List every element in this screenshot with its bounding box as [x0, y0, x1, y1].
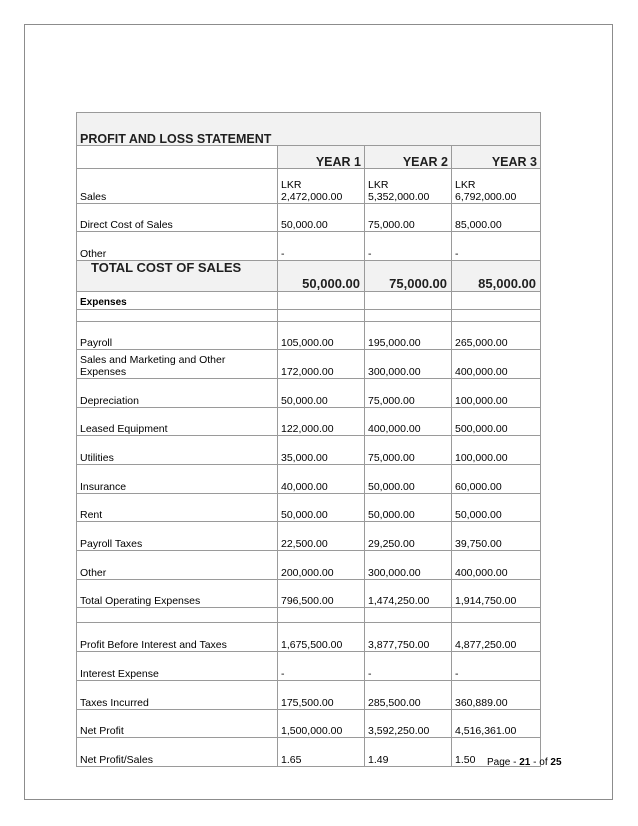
value: 200,000.00 [278, 551, 365, 580]
row-label: Direct Cost of Sales [77, 204, 278, 232]
row-label: Sales [77, 169, 278, 204]
row-label: Profit Before Interest and Taxes [77, 623, 278, 652]
value: 35,000.00 [278, 436, 365, 465]
separator: - of [530, 757, 551, 768]
table-row [77, 379, 541, 408]
value: 5,352,000.00 [368, 191, 430, 203]
value: 300,000.00 [365, 551, 452, 580]
expense-rows [77, 322, 541, 608]
expenses-heading: Expenses [77, 292, 278, 310]
value: 50,000.00 [278, 379, 365, 408]
table-row [77, 710, 541, 738]
value: 50,000.00 [452, 494, 541, 522]
header-blank-cell [77, 146, 278, 169]
value: 50,000.00 [278, 261, 365, 292]
result-rows [77, 623, 541, 767]
value: 1.50 [452, 738, 541, 767]
table-row [77, 580, 541, 608]
value: 175,500.00 [278, 681, 365, 710]
total-pages: 25 [550, 757, 562, 768]
value: - [452, 652, 541, 681]
value: 796,500.00 [278, 580, 365, 608]
value: 400,000.00 [452, 551, 541, 580]
value: 85,000.00 [452, 261, 541, 292]
table-row [77, 652, 541, 681]
row-label: Payroll Taxes [77, 522, 278, 551]
value: 195,000.00 [365, 322, 452, 350]
value: 39,750.00 [452, 522, 541, 551]
table-row [77, 681, 541, 710]
table-row [77, 494, 541, 522]
year-header-row [77, 146, 541, 169]
value: 1,675,500.00 [278, 623, 365, 652]
spacer-row [77, 608, 541, 623]
row-label: Other [77, 551, 278, 580]
row-label: Taxes Incurred [77, 681, 278, 710]
value: 1.65 [278, 738, 365, 767]
value: 1.49 [365, 738, 452, 767]
value: 285,500.00 [365, 681, 452, 710]
value: 400,000.00 [452, 350, 541, 379]
page-word: Page [487, 757, 511, 768]
row-label: Depreciation [77, 379, 278, 408]
other-cost-row [77, 232, 541, 261]
value: 50,000.00 [278, 494, 365, 522]
value: - [365, 652, 452, 681]
year-3-header: YEAR 3 [452, 146, 541, 169]
row-label: Net Profit [77, 710, 278, 738]
value: 40,000.00 [278, 465, 365, 494]
row-label: Other [77, 232, 278, 261]
profit-loss-table [76, 112, 541, 767]
value: 500,000.00 [452, 408, 541, 436]
value: 3,877,750.00 [365, 623, 452, 652]
value: - [452, 232, 541, 261]
sales-year-2-cell [365, 169, 452, 204]
table-title-row [77, 113, 541, 146]
row-label: Net Profit/Sales [77, 738, 278, 767]
currency-label: LKR [455, 179, 476, 191]
row-label: Utilities [77, 436, 278, 465]
year-1-header: YEAR 1 [278, 146, 365, 169]
value: 360,889.00 [452, 681, 541, 710]
currency-label: LKR [281, 179, 302, 191]
table-row [77, 322, 541, 350]
currency-label: LKR [368, 179, 389, 191]
value: 100,000.00 [452, 379, 541, 408]
value: 4,516,361.00 [452, 710, 541, 738]
total-cost-row [77, 261, 541, 292]
page-footer [487, 757, 562, 768]
row-label: Leased Equipment [77, 408, 278, 436]
year-2-header: YEAR 2 [365, 146, 452, 169]
value: 105,000.00 [278, 322, 365, 350]
separator: - [510, 757, 520, 768]
value: 3,592,250.00 [365, 710, 452, 738]
table-row [77, 522, 541, 551]
statement-title: PROFIT AND LOSS STATEMENT [77, 113, 541, 146]
sales-year-3-cell [452, 169, 541, 204]
row-label: Total Operating Expenses [77, 580, 278, 608]
value: 400,000.00 [365, 408, 452, 436]
value: 1,474,250.00 [365, 580, 452, 608]
value: 172,000.00 [278, 350, 365, 379]
value: - [278, 652, 365, 681]
table-row [77, 623, 541, 652]
sales-row [77, 169, 541, 204]
row-label: Rent [77, 494, 278, 522]
row-label: Insurance [77, 465, 278, 494]
expenses-heading-row [77, 292, 541, 310]
table-row [77, 551, 541, 580]
value: 29,250.00 [365, 522, 452, 551]
value: 85,000.00 [452, 204, 541, 232]
row-label: Sales and Marketing and Other Expenses [77, 350, 278, 379]
table-row [77, 738, 541, 767]
value: 122,000.00 [278, 408, 365, 436]
row-label: Interest Expense [77, 652, 278, 681]
spacer-row [77, 310, 541, 322]
value: 50,000.00 [278, 204, 365, 232]
value: 100,000.00 [452, 436, 541, 465]
value: 22,500.00 [278, 522, 365, 551]
table-row [77, 465, 541, 494]
table-row [77, 408, 541, 436]
value: 50,000.00 [365, 465, 452, 494]
current-page: 21 [519, 757, 531, 768]
row-label: Payroll [77, 322, 278, 350]
value: - [365, 232, 452, 261]
table-row [77, 350, 541, 379]
value: 60,000.00 [452, 465, 541, 494]
value: 2,472,000.00 [281, 191, 343, 203]
row-label: TOTAL COST OF SALES [77, 261, 278, 292]
value: 4,877,250.00 [452, 623, 541, 652]
value: 300,000.00 [365, 350, 452, 379]
value: 75,000.00 [365, 379, 452, 408]
value: 6,792,000.00 [455, 191, 517, 203]
value: 50,000.00 [365, 494, 452, 522]
value: 75,000.00 [365, 436, 452, 465]
value: 1,500,000.00 [278, 710, 365, 738]
table-row [77, 436, 541, 465]
value: 75,000.00 [365, 261, 452, 292]
value: 265,000.00 [452, 322, 541, 350]
value: 1,914,750.00 [452, 580, 541, 608]
value: - [278, 232, 365, 261]
sales-year-1-cell [278, 169, 365, 204]
value: 75,000.00 [365, 204, 452, 232]
direct-cost-row [77, 204, 541, 232]
